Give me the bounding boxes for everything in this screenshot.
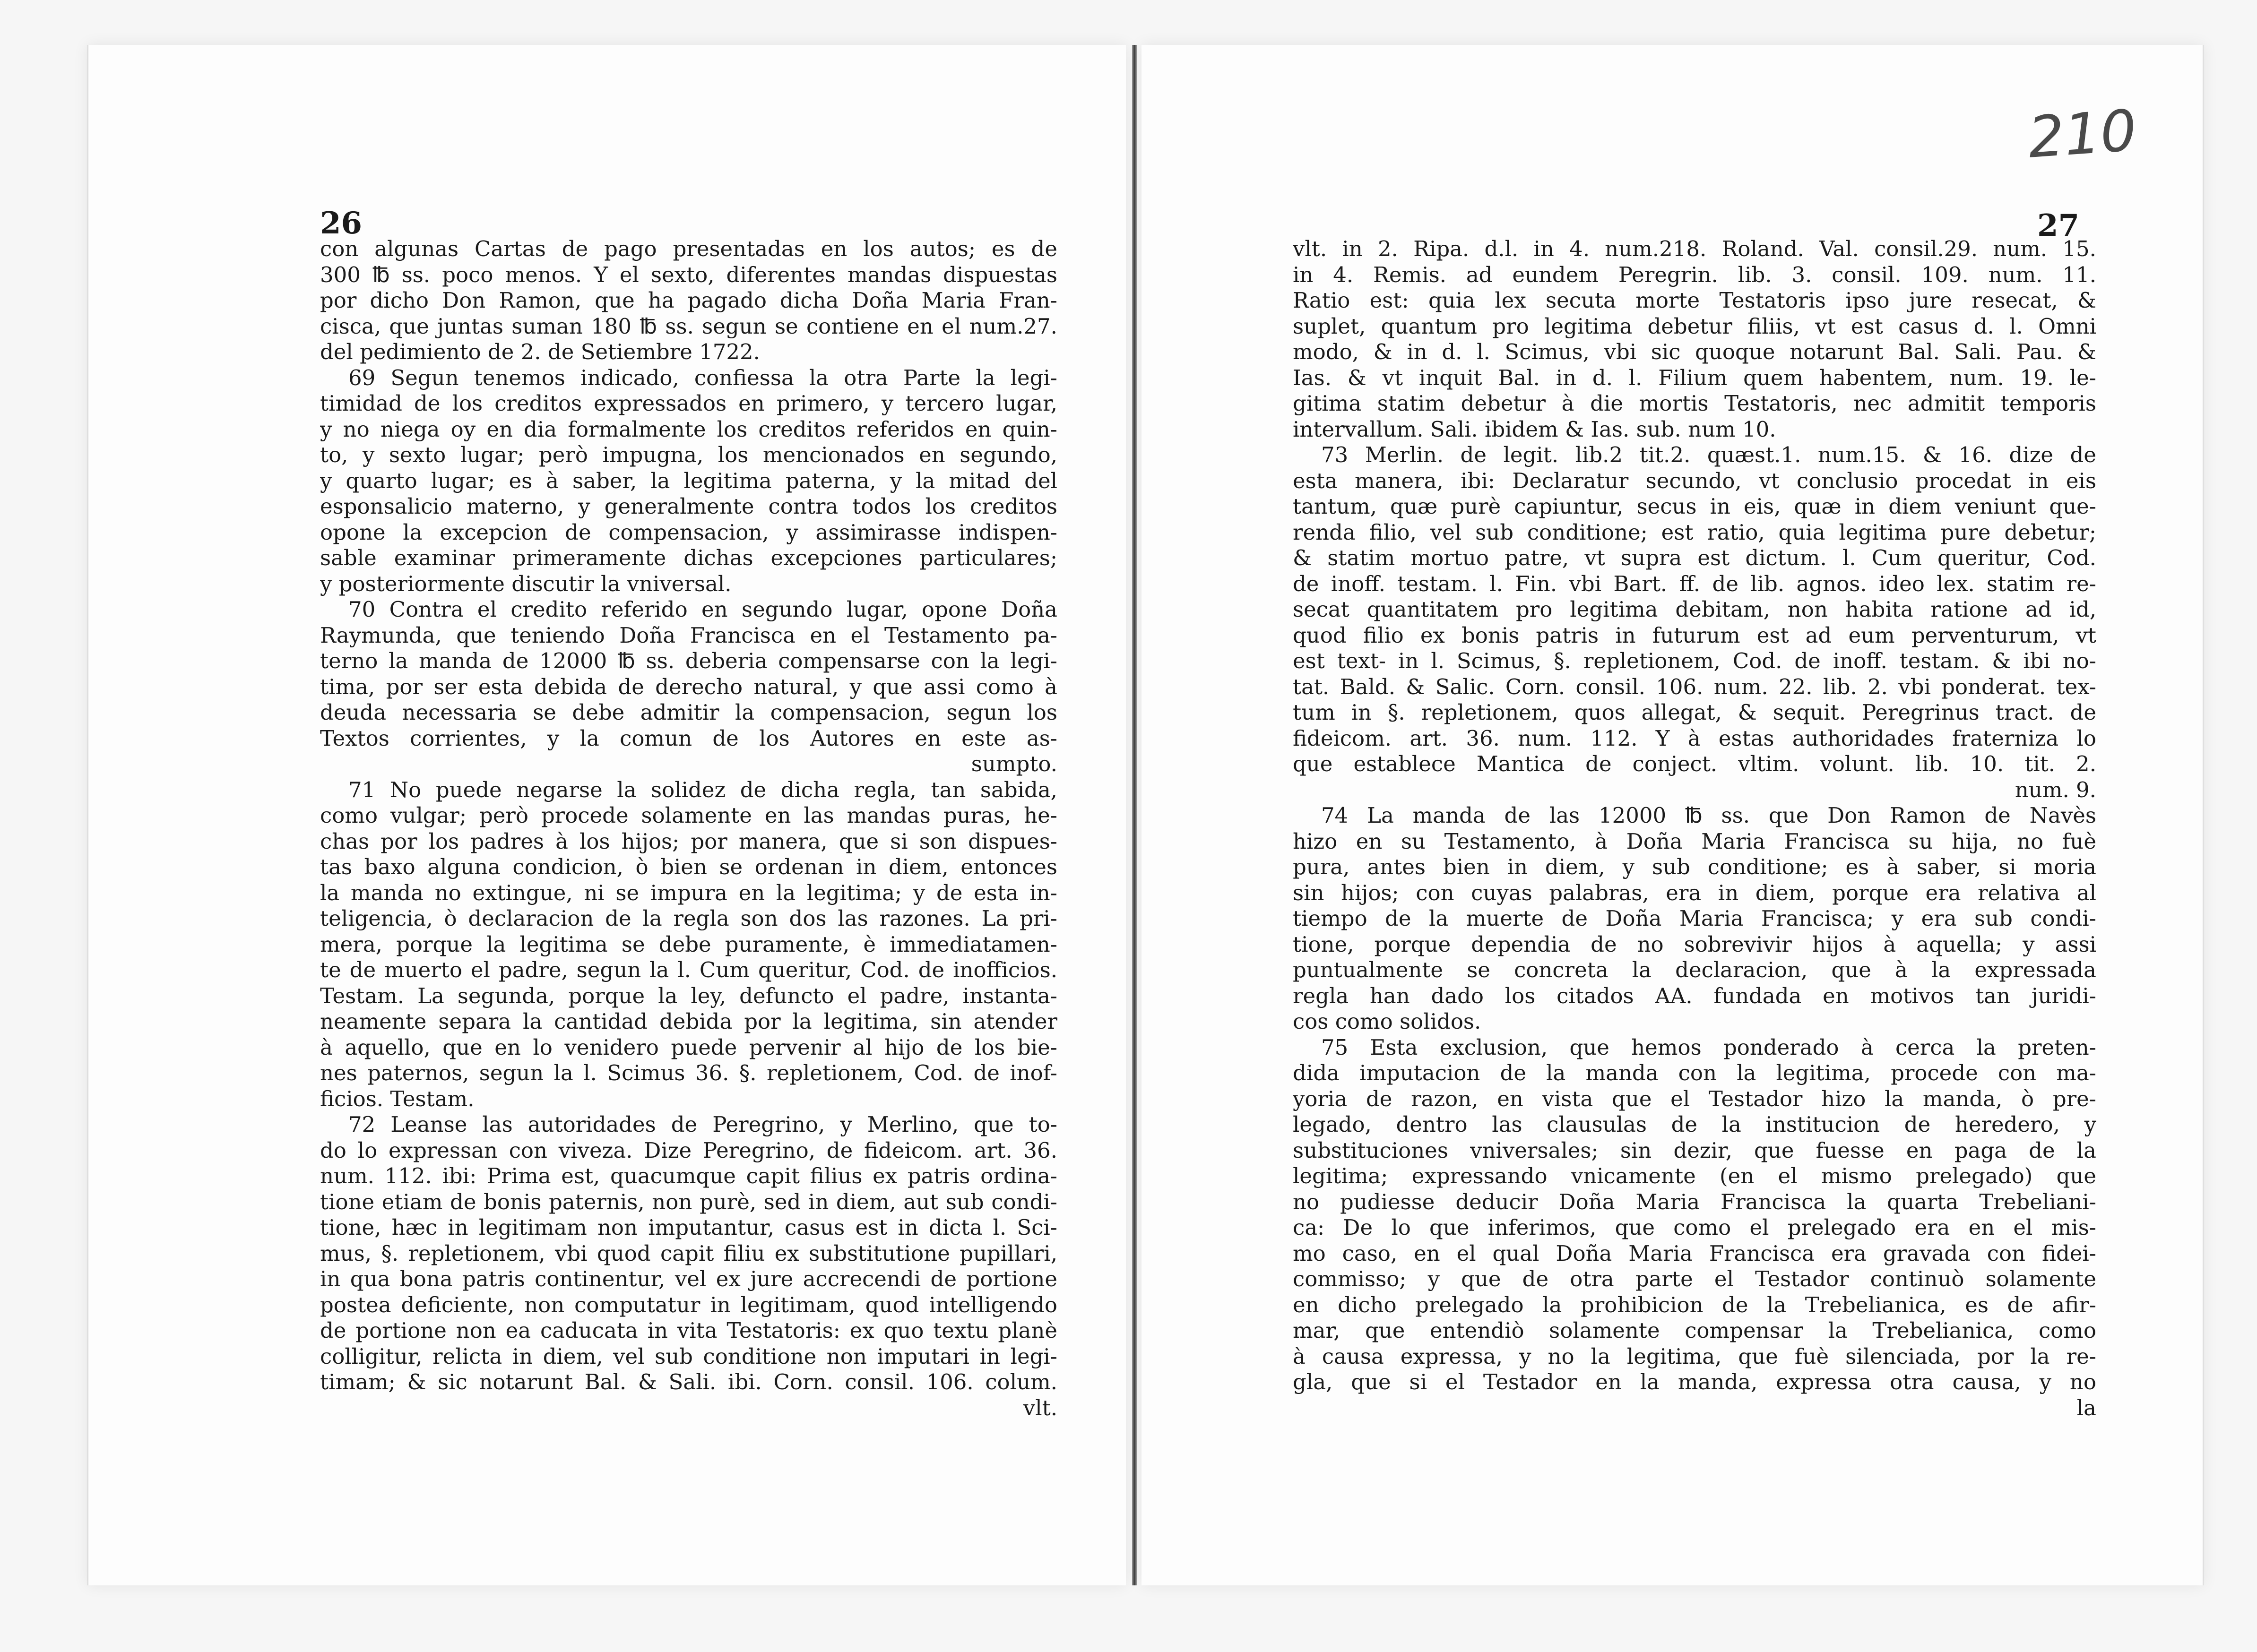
binding-gutter [1132, 45, 1137, 1585]
text-line: hizo en su Testamento, à Doña Maria Francisca su hija, no fuè [1293, 828, 2096, 854]
right-page-text [1293, 236, 2096, 1421]
text-line: de inoff. testam. l. Fin. vbi Bart. ff. de lib. agnos. ideo lex. statim re- [1293, 571, 2096, 596]
text-line: la manda no extingue, ni se impura en la legitima; y de esta in- [320, 880, 1057, 905]
text-line: renda filio, vel sub conditione; est ratio, quia legitima pure debetur; [1293, 519, 2096, 545]
text-line: mus, §. repletionem, vbi quod capit filiu ex substitutione pupillari, [320, 1240, 1057, 1266]
text-line: tum in §. repletionem, quos allegat, & sequit. Peregrinus tract. de [1293, 700, 2096, 725]
text-line: terno la manda de 12000 ℔ ss. deberia compensarse con la legi- [320, 648, 1057, 673]
text-line: 73 Merlin. de legit. lib.2 tit.2. quæst.1. num.15. & 16. dize de [1321, 442, 2096, 467]
text-line: pura, antes bien in diem, y sub conditione; es à saber, si moria [1293, 854, 2096, 879]
text-line: quod filio ex bonis patris in futurum est ad eum perventurum, vt [1293, 622, 2096, 648]
text-line: ficios. Testam. [320, 1086, 475, 1111]
text-line: opone la excepcion de compensacion, y assimirasse indispen- [320, 519, 1057, 545]
text-line: gla, que si el Testador en la manda, expressa otra causa, y no [1293, 1369, 2096, 1394]
text-line: sable examinar primeramente dichas excepciones particulares; [320, 545, 1057, 570]
text-line: postea deficiente, non computatur in legitimam, quod intelligendo [320, 1292, 1057, 1317]
text-line: substituciones vniversales; sin dezir, que fuesse en paga de la [1293, 1137, 2096, 1163]
text-line: mar, que entendiò solamente compensar la Trebelianica, como [1293, 1318, 2096, 1343]
text-line: teligencia, ò declaracion de la regla son dos las razones. La pri- [320, 906, 1057, 931]
text-line: por dicho Don Ramon, que ha pagado dicha Doña Maria Fran- [320, 288, 1057, 313]
page-number-right: 27 [2037, 208, 2080, 243]
folio-mark: 210 [2026, 98, 2139, 171]
text-line: 300 ℔ ss. poco menos. Y el sexto, diferentes mandas dispuestas [320, 262, 1057, 287]
text-line: sin hijos; con cuyas palabras, era in diem, porque era relativa al [1293, 880, 2096, 905]
text-line: tas baxo alguna condicion, ò bien se ordenan in diem, entonces [320, 854, 1057, 879]
text-line: y no niega oy en dia formalmente los creditos referidos en quin- [320, 416, 1057, 442]
text-line: 72 Leanse las autoridades de Peregrino, y Merlino, que to- [348, 1112, 1057, 1137]
text-line: fideicom. art. 36. num. 112. Y à estas authoridades fraterniza lo [1293, 725, 2096, 751]
text-line: con algunas Cartas de pago presentadas en los autos; es de [320, 236, 1057, 261]
text-line: tima, por ser esta debida de derecho natural, y que assi como à [320, 674, 1057, 699]
text-line: timam; & sic notarunt Bal. & Sali. ibi. Corn. consil. 106. colum. [320, 1369, 1057, 1394]
text-line: tantum, quæ purè capiuntur, secus in eis, quæ in diem veniunt que- [1293, 494, 2096, 519]
text-line: cos como solidos. [1293, 1009, 1481, 1034]
text-line: in 4. Remis. ad eundem Peregrin. lib. 3. consil. 109. num. 11. [1293, 262, 2096, 287]
text-line: à aquello, que en lo venidero puede pervenir al hijo de los bie- [320, 1034, 1057, 1060]
text-line: nes paternos, segun la l. Scimus 36. §. repletionem, Cod. de inof- [320, 1060, 1057, 1085]
text-line: Testam. La segunda, porque la ley, defuncto el padre, instanta- [320, 983, 1057, 1008]
text-line: modo, & in d. l. Scimus, vbi sic quoque notarunt Bal. Sali. Pau. & [1293, 339, 2096, 364]
text-line: ca: De lo que inferimos, que como el prelegado era en el mis- [1293, 1215, 2096, 1240]
text-line: suplet, quantum pro legitima debetur filiis, vt est casus d. l. Omni [1293, 313, 2096, 339]
text-line: esponsalicio materno, y generalmente contra todos los creditos [320, 494, 1057, 519]
text-line: 74 La manda de las 12000 ℔ ss. que Don Ramon de Navès [1321, 803, 2096, 828]
text-line: Ias. & vt inquit Bal. in d. l. Filium quem habentem, num. 19. le- [1293, 365, 2096, 390]
text-line: à causa expressa, y no la legitima, que fuè silenciada, por la re- [1293, 1343, 2096, 1369]
text-line: chas por los padres à los hijos; por manera, que si son dispues- [320, 828, 1057, 854]
text-line: secat quantitatem pro legitima debitam, non habita ratione ad id, [1293, 597, 2096, 622]
text-line: commisso; y que de otra parte el Testador continuò solamente [1293, 1266, 2096, 1291]
text-line: Ratio est: quia lex secuta morte Testatoris ipso jure resecat, & [1293, 288, 2096, 313]
text-line: de portione non ea caducata in vita Testatoris: ex quo textu planè [320, 1318, 1057, 1343]
text-line: Raymunda, que teniendo Doña Francisca en el Testamento pa- [320, 622, 1057, 648]
text-line: & statim mortuo patre, vt supra est dictum. l. Cum queritur, Cod. [1293, 545, 2096, 570]
text-line: yoria de razon, en vista que el Testador hizo la manda, ò pre- [1293, 1086, 2096, 1111]
text-line: colligitur, relicta in diem, vel sub conditione non imputari in legi- [320, 1343, 1057, 1369]
text-line: que establece Mantica de conject. vltim. volunt. lib. 10. tit. 2. [1293, 751, 2096, 776]
text-line: y quarto lugar; es à saber, la legitima paterna, y la mitad del [320, 468, 1057, 493]
text-line: num. 9. [2015, 777, 2096, 802]
text-line: dida imputacion de la manda con la legitima, procede con ma- [1293, 1060, 2096, 1085]
text-line: esta manera, ibi: Declaratur secundo, vt conclusio procedat in eis [1293, 468, 2096, 493]
page-number-left: 26 [320, 206, 363, 241]
text-line: Textos corrientes, y la comun de los Autores en este as- [320, 725, 1057, 751]
text-line: est text- in l. Scimus, §. repletionem, Cod. de inoff. testam. & ibi no- [1293, 648, 2096, 673]
text-line: como vulgar; però procede solamente en las mandas puras, he- [320, 803, 1057, 828]
text-line: sumpto. [971, 751, 1057, 776]
text-line: 69 Segun tenemos indicado, confiessa la otra Parte la legi- [348, 365, 1057, 390]
text-line: 75 Esta exclusion, que hemos ponderado à cerca la preten- [1321, 1034, 2096, 1060]
text-line: num. 112. ibi: Prima est, quacumque capit filius ex patris ordina- [320, 1163, 1057, 1188]
text-line: do lo expressan con viveza. Dize Peregrino, de fideicom. art. 36. [320, 1137, 1057, 1163]
text-line: tione, porque dependia de no sobrevivir hijos à aquella; y assi [1293, 931, 2096, 957]
text-line: tiempo de la muerte de Doña Maria Francisca; y era sub condi- [1293, 906, 2096, 931]
text-line: timidad de los creditos expressados en primero, y tercero lugar, [320, 391, 1057, 416]
text-line: neamente separa la cantidad debida por la legitima, sin atender [320, 1009, 1057, 1034]
text-line: in qua bona patris continentur, vel ex jure accrecendi de portione [320, 1266, 1057, 1291]
text-line: regla han dado los citados AA. fundada en motivos tan juridi- [1293, 983, 2096, 1008]
text-line: legitima; expressando vnicamente (en el mismo prelegado) que [1293, 1163, 2096, 1188]
text-line: te de muerto el padre, segun la l. Cum queritur, Cod. de inofficios. [320, 957, 1057, 982]
text-line: intervallum. Sali. ibidem & Ias. sub. num 10. [1293, 416, 1776, 442]
text-line: y posteriormente discutir la vniversal. [320, 571, 732, 596]
text-line: en dicho prelegado la prohibicion de la Trebelianica, es de afir- [1293, 1292, 2096, 1317]
text-line: gitima statim debetur à die mortis Testatoris, nec admitit temporis [1293, 391, 2096, 416]
text-line: 70 Contra el credito referido en segundo lugar, opone Doña [348, 597, 1057, 622]
text-line: puntualmente se concreta la declaracion, que à la expressada [1293, 957, 2096, 982]
text-line: no pudiesse deducir Doña Maria Francisca la quarta Trebeliani- [1293, 1189, 2096, 1214]
text-line: mera, porque la legitima se debe puramente, è immediatamen- [320, 931, 1057, 957]
text-line: vlt. [1023, 1395, 1057, 1420]
text-line: tione, hæc in legitimam non imputantur, casus est in dicta l. Sci- [320, 1215, 1057, 1240]
left-page [87, 45, 1126, 1585]
left-page-text [320, 236, 1057, 1421]
right-page [1141, 45, 2204, 1585]
text-line: 71 No puede negarse la solidez de dicha regla, tan sabida, [348, 777, 1057, 802]
text-line: vlt. in 2. Ripa. d.l. in 4. num.218. Roland. Val. consil.29. num. 15. [1293, 236, 2096, 261]
text-line: mo caso, en el qual Doña Maria Francisca era gravada con fidei- [1293, 1240, 2096, 1266]
text-line: tat. Bald. & Salic. Corn. consil. 106. num. 22. lib. 2. vbi ponderat. tex- [1293, 674, 2096, 699]
text-line: la [2076, 1395, 2096, 1420]
text-line: cisca, que juntas suman 180 ℔ ss. segun se contiene en el num.27. [320, 313, 1057, 339]
text-line: legado, dentro las clausulas de la institucion de heredero, y [1293, 1112, 2096, 1137]
text-line: tione etiam de bonis paternis, non purè, sed in diem, aut sub condi- [320, 1189, 1057, 1214]
text-line: to, y sexto lugar; però impugna, los mencionados en segundo, [320, 442, 1057, 467]
text-line: del pedimiento de 2. de Setiembre 1722. [320, 339, 760, 364]
text-line: deuda necessaria se debe admitir la compensacion, segun los [320, 700, 1057, 725]
